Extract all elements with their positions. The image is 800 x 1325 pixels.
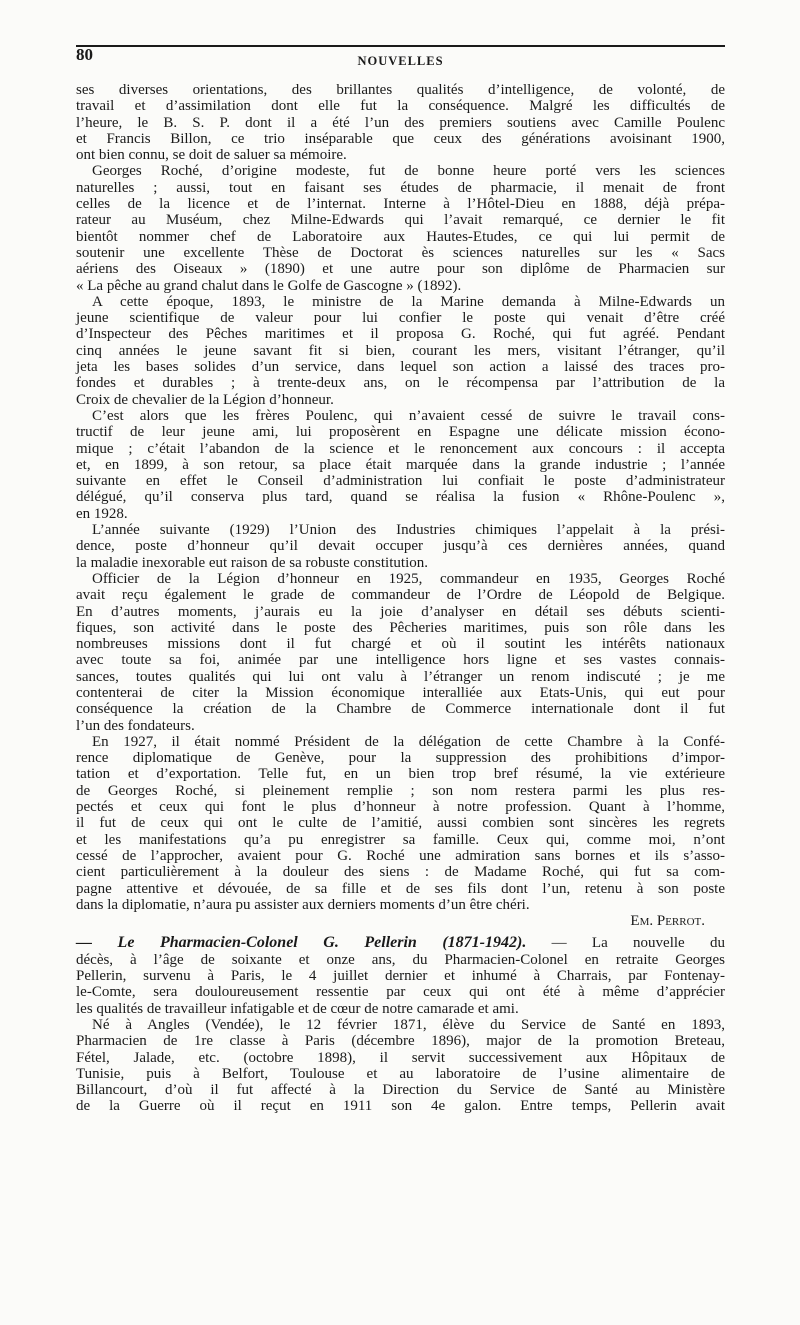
text-line: nombreuses missions dont il fut chargé et où il soutint les intérêts nationaux	[76, 636, 725, 653]
notice-heading: — Le Pharmacien-Colonel G. Pellerin (1871-1942).	[76, 934, 527, 952]
text-line: A cette époque, 1893, le ministre de la Marine demanda à Milne-Edwards un	[92, 293, 725, 310]
text-line: naturelles ; aussi, tout en faisant ses études de pharmacie, il menait de front	[76, 179, 725, 196]
notice-text	[76, 952, 725, 1017]
notice-heading-rest: — La nouvelle du	[526, 935, 725, 952]
text-line: conséquence la création de la Chambre de Commerce internationale dont il fut	[76, 701, 725, 718]
text-line: Né à Angles (Vendée), le 12 février 1871, élève du Service de Santé en 1893,	[92, 1016, 725, 1033]
text-line: pagne attentive et dévouée, de sa fille et de ses fils dont l’un, retenu à son poste	[76, 880, 725, 897]
journal-page	[76, 24, 725, 1115]
text-line: et les manifestations qu’a pu enregistrer sa famille. Ceux qui, comme moi, n’ont	[76, 831, 725, 848]
text-line: C’est alors que les frères Poulenc, qui n’avaient cessé de suivre le travail cons-	[92, 407, 725, 424]
text-line: et, en 1899, à son retour, sa place était marquée dans la grande industrie ; l’année	[76, 456, 725, 473]
text-line: en 1928.	[76, 505, 128, 522]
text-line: ses diverses orientations, des brillantes qualités d’intelligence, de volonté, de	[76, 82, 725, 98]
text-line: d’Inspecteur des Pêches maritimes et il proposa G. Roché, qui fut agréé. Pendant	[76, 326, 725, 343]
text-line: jeune scientifique de valeur pour lui confier le poste qui venait d’être créé	[76, 310, 725, 327]
text-line: tructif de leur jeune ami, lui proposèrent en Espagne une délicate mission écono-	[76, 424, 725, 441]
header-rule	[76, 45, 725, 47]
text-line: cinq années le jeune savant fit si bien, courant les mers, visitant l’étranger, qu’il	[76, 342, 725, 359]
paragraph	[76, 82, 725, 163]
text-line: pectés et ceux qui font le plus d’honneur à notre profession. Quant à l’homme,	[76, 799, 725, 816]
text-line: l’un des fondateurs.	[76, 717, 195, 734]
paragraph	[76, 294, 725, 408]
obituary-roche	[76, 82, 725, 913]
text-line: l’heure, le B. S. P. dont il a été l’un des premiers soutiens avec Camille Poulenc	[76, 114, 725, 131]
text-line: le-Comte, sera douloureusement ressentie par ceux qui ont été à même d’apprécier	[76, 984, 725, 1001]
text-line: celles de la licence et de l’internat. Interne à l’Hôtel-Dieu en 1888, déjà prépa-	[76, 196, 725, 213]
paragraph	[76, 522, 725, 571]
text-line: Billancourt, d’où il fut affecté à la Direction du Service de Santé au Ministère	[76, 1082, 725, 1099]
text-line: aériens des Oiseaux » (1890) et une autre pour son diplôme de Pharmacien sur	[76, 261, 725, 278]
text-line: de la Guerre où il reçut en 1911 son 4e galon. Entre temps, Pellerin avait	[76, 1098, 725, 1115]
text-line: il fut de ceux qui ont le culte de l’amitié, aussi combien sont sincères les regrets	[76, 815, 725, 832]
text-line: tation et d’exportation. Telle fut, en un bien trop bref résumé, la vie extérieure	[76, 766, 725, 783]
text-line: Pellerin, survenu à Paris, le 4 juillet dernier et inhumé à Charrais, par Fontenay-	[76, 968, 725, 985]
text-line: fondes et durables ; à trente-deux ans, on le récompensa par l’attribution de la	[76, 375, 725, 392]
text-line: suivante en effet le Conseil d’administration lui confiait le poste d’administrateur	[76, 473, 725, 490]
paragraph	[76, 571, 725, 734]
paragraph	[76, 734, 725, 913]
text-line: jeta les bases solides d’un service, dans lequel son action a laissé des traces pro-	[76, 359, 725, 376]
paragraph	[76, 1017, 725, 1115]
text-line: cient particulièrement à la douleur des siens : de Madame Roché, qui fut sa com-	[76, 864, 725, 881]
paragraph	[76, 408, 725, 522]
author-signature: Em. Perrot.	[630, 913, 705, 930]
article-body	[76, 82, 725, 1115]
text-line: Pharmacien de 1re classe à Paris (décembre 1896), major de la promotion Breteau,	[76, 1033, 725, 1050]
text-line: avec toute sa foi, animée par une intelligence hors ligne et ses vastes connais-	[76, 652, 725, 669]
text-line: décès, à l’âge de soixante et onze ans, du Pharmacien-Colonel en retraite Georges	[76, 951, 725, 968]
text-line: Officier de la Légion d’honneur en 1925, commandeur en 1935, Georges Roché	[92, 570, 725, 587]
text-line: bientôt nommer chef de Laboratoire aux Hautes-Etudes, ce qui lui permit de	[76, 228, 725, 245]
text-line: dans la diplomatie, n’aura pu assister aux derniers moments d’un être chéri.	[76, 896, 530, 913]
text-line: En 1927, il était nommé Président de la délégation de cette Chambre à la Confé-	[92, 733, 725, 750]
text-line: délégué, qu’il conserva plus tard, quand se réalisa la fusion « Rhône-Poulenc »,	[76, 489, 725, 506]
pellerin-career-paragraph	[76, 1017, 725, 1115]
text-line: L’année suivante (1929) l’Union des Industries chimiques l’appelait à la prési-	[92, 522, 725, 539]
page-number: 80	[76, 45, 93, 64]
text-line: rence diplomatique de Genève, pour la suppression des prohibitions d’impor-	[76, 750, 725, 767]
text-line: « La pêche au grand chalut dans le Golfe de Gascogne » (1892).	[76, 277, 462, 294]
text-line: Georges Roché, d’origine modeste, fut de bonne heure porté vers les sciences	[92, 163, 725, 180]
text-line: sances, toutes qualités qui lui ont valu à l’étranger un renom indiscuté ; je me	[76, 668, 725, 685]
text-line: travail et d’assimilation dont elle fut la conséquence. Malgré les difficultés de	[76, 98, 725, 115]
text-line: rateur au Muséum, chez Milne-Edwards qui l’avait remarqué, ce dernier le fit	[76, 212, 725, 229]
text-line: Croix de chevalier de la Légion d’honneur.	[76, 391, 334, 408]
text-line: En d’autres moments, j’aurais eu la joie d’analyser en détail ses débuts scienti-	[76, 603, 725, 620]
text-line: contenterai de citer la Mission économique interalliée aux Etats-Unis, qui eut pour	[76, 684, 725, 701]
text-line: dence, poste d’honneur qu’il devait occuper jusqu’à ces dernières années, quand	[76, 538, 725, 555]
text-line: les qualités de travailleur infatigable et de cœur de notre camarade et ami.	[76, 1000, 519, 1017]
notice-first-line	[76, 935, 725, 951]
running-title: NOUVELLES	[357, 54, 444, 68]
text-line: soutenir une excellente Thèse de Doctorat ès sciences naturelles sur les « Sacs	[76, 244, 725, 261]
text-line: fiques, son activité dans le poste des Pêcheries maritimes, puis son rôle dans les	[76, 619, 725, 636]
text-line: avait reçu également le grade de commandeur de l’Ordre de Léopold de Belgique.	[76, 587, 725, 604]
text-line: mique ; c’était l’abandon de la science et le renoncement aux concours : il accepta	[76, 440, 725, 457]
text-line: Fétel, Jalade, etc. (octobre 1898), il servit successivement aux Hôpitaux de	[76, 1049, 725, 1066]
text-line: de Georges Roché, si pleinement remplie ; son nom restera parmi les plus res-	[76, 782, 725, 799]
text-line: la maladie inexorable eut raison de sa robuste constitution.	[76, 554, 428, 571]
text-line: Tunisie, puis à Belfort, Toulouse et au laboratoire de l’usine alimentaire de	[76, 1065, 725, 1082]
text-line: ont bien connu, se doit de saluer sa mémoire.	[76, 147, 347, 164]
notice-pellerin	[76, 935, 725, 1016]
text-line: et Francis Billon, ce trio inséparable que ceux des générations avoisinant 1900,	[76, 130, 725, 147]
text-line: cessé de l’approcher, avaient pour G. Roché une admiration sans bornes et ils s’asso-	[76, 847, 725, 864]
paragraph	[76, 163, 725, 293]
page-header	[76, 45, 725, 71]
